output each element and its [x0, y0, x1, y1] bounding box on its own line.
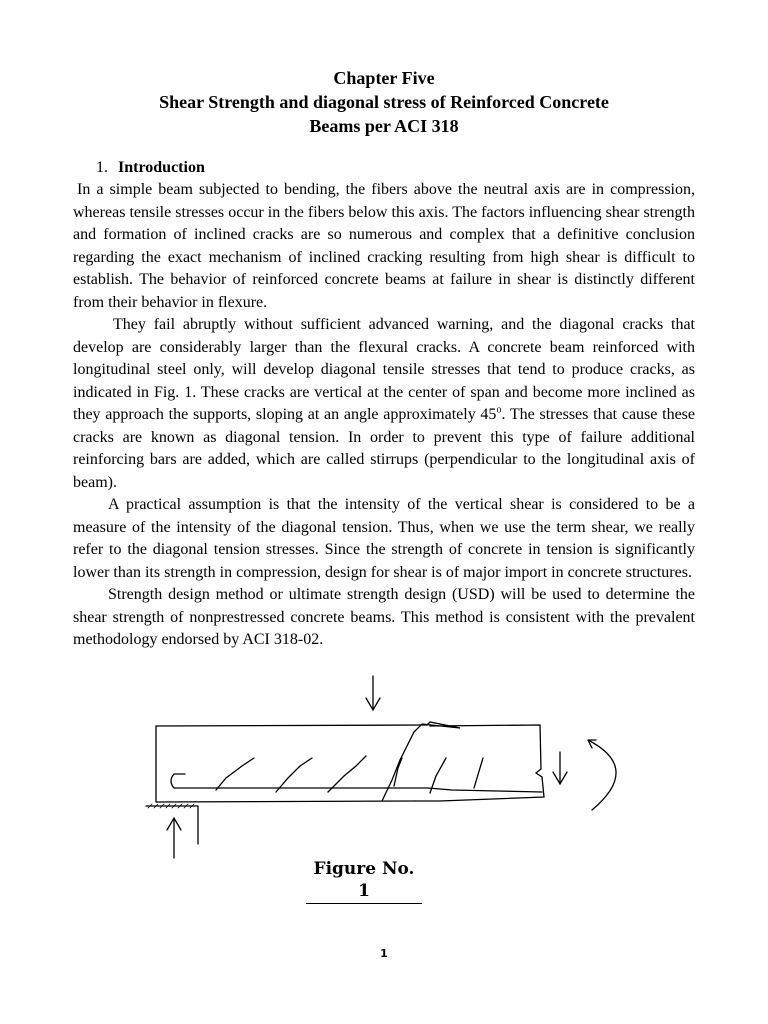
moment-arrow	[588, 740, 616, 810]
section-title: Introduction	[118, 159, 205, 176]
paragraph-3: A practical assumption is that the intensity of the vertical shear is considered to be a measure of the intensity of the diagonal tension. Thus, when we use the term shear, we really refer to the diagonal tension stresses. Since the strength of concrete in tension is significantly lower than its strength in compression, design for shear is of major import in concrete structures.	[73, 496, 695, 581]
degree-superscript: o	[496, 404, 502, 416]
paragraph-1: In a simple beam subjected to bending, the fibers above the neutral axis are in compression, whereas tensile stresses occur in the fibers below this axis. The factors influencing shear strength and formation of inclined cracks are so numerous and complex that a definitive conclusion regarding the exact mechanism of inclined cracking resulting from high shear is difficult to establish. The behavior of reinforced concrete beams at failure in shear is distinctly different from their behavior in flexure.	[73, 181, 695, 311]
chapter-title: Chapter Five	[333, 68, 435, 88]
crack-2	[276, 758, 312, 792]
crack-5	[430, 758, 446, 793]
beam-right-portion	[415, 725, 544, 801]
support	[146, 806, 198, 844]
reaction-arrow	[167, 818, 181, 858]
chapter-subtitle-line2: Beams per ACI 318	[309, 116, 459, 136]
beam-crack-figure	[130, 668, 650, 868]
paragraph-4: Strength design method or ultimate strength design (USD) will be used to determine the shear strength of nonprestressed concrete beams. This method is consistent with the prevalent methodology endorsed by ACI 318-02.	[73, 586, 695, 648]
crack-1	[216, 758, 254, 790]
load-arrow	[366, 676, 380, 710]
crack-3	[328, 756, 366, 792]
section-heading	[96, 157, 205, 179]
crack-6	[474, 758, 483, 788]
paragraph-2-text-b: . The stresses that cause these cracks are known as diagonal tension. In order to prevent this type of failure additional reinforcing bars are added, which are called stirrups (perpendicular to the longitudinal axis of beam).	[73, 406, 695, 491]
title-block	[0, 66, 768, 138]
paragraph-2-text-a: They fail abruptly without sufficient advanced warning, and the diagonal cracks that develop are considerably larger than the flexural cracks. A concrete beam reinforced with longitudinal steel only, will develop diagonal tensile stresses that tend to produce cracks, as indicated in Fig. 1. These cracks are vertical at the center of span and become more inclined as they approach the supports, sloping at an angle approximately 45	[73, 316, 695, 423]
section-number: 1.	[96, 159, 108, 176]
paragraph-2	[73, 314, 695, 494]
beam-diagram	[130, 668, 650, 868]
chapter-subtitle-line1: Shear Strength and diagonal stress of Reinforced Concrete	[159, 92, 609, 112]
body-text	[73, 179, 695, 652]
shear-arrow	[553, 752, 567, 784]
figure-caption: Figure No. 1	[306, 858, 422, 904]
page-number: 1	[380, 947, 388, 960]
